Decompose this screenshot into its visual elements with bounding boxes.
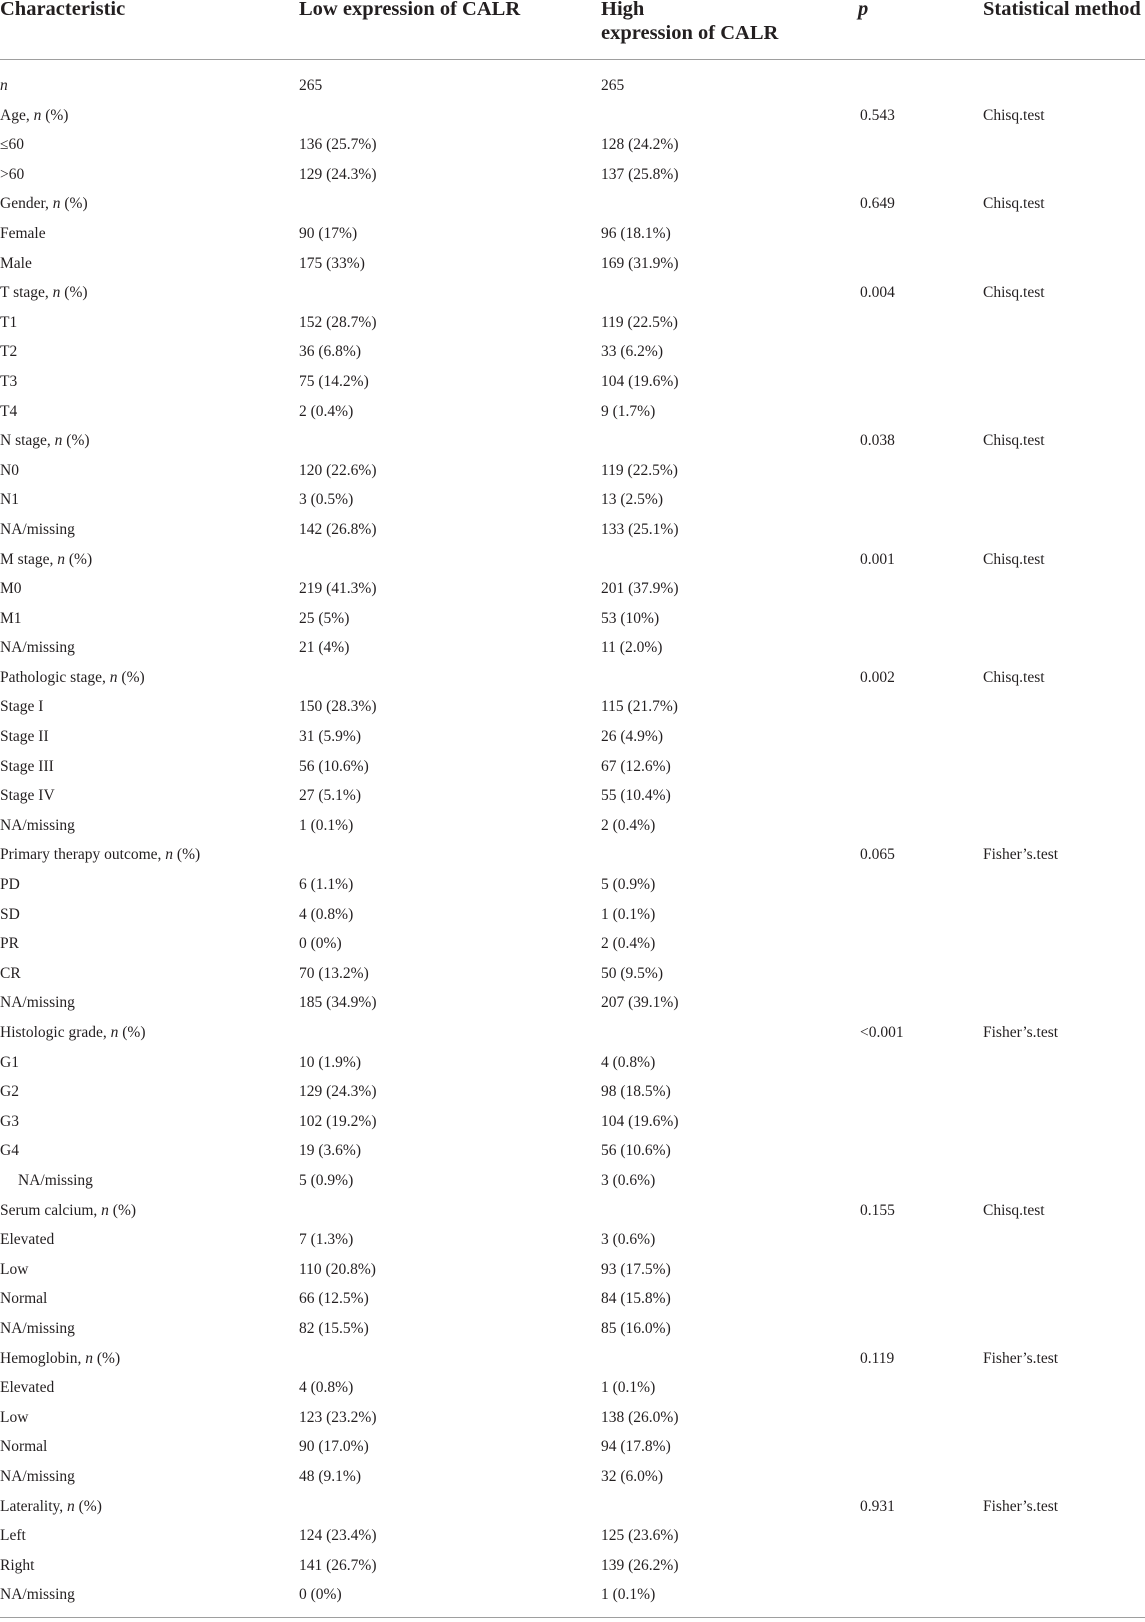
table-row	[0, 72, 1145, 102]
row-label: Normal	[0, 1438, 48, 1456]
table-row	[0, 871, 1145, 901]
table-row	[0, 309, 1145, 339]
cell-low-expression: 3 (0.5%)	[299, 491, 354, 509]
cell-p-value: 0.543	[860, 106, 895, 124]
header-high-line1: High	[601, 0, 645, 20]
row-label: M0	[0, 580, 22, 598]
row-label-text: Hemoglobin,	[0, 1349, 86, 1367]
cell-low-expression: 6 (1.1%)	[299, 876, 354, 894]
cell-high-expression: 56 (10.6%)	[601, 1142, 671, 1160]
table-row	[0, 131, 1145, 161]
cell-statistical-method: Chisq.test	[983, 195, 1045, 213]
cell-statistical-method: Fisher’s.test	[983, 1024, 1059, 1041]
row-label-suffix: (%)	[118, 1024, 146, 1041]
row-label: Right	[0, 1556, 35, 1574]
cell-statistical-method: Fisher’s.test	[983, 1349, 1059, 1367]
cell-statistical-method: Chisq.test	[983, 106, 1045, 124]
row-label: Stage IV	[0, 787, 55, 805]
row-label: NA/missing	[18, 1171, 93, 1189]
row-label: NA/missing	[0, 1319, 75, 1337]
cell-statistical-method: Fisher’s.test	[983, 1497, 1059, 1515]
row-label	[0, 550, 92, 570]
row-label	[0, 194, 88, 214]
row-label: CR	[0, 964, 21, 982]
row-label: G3	[0, 1112, 19, 1130]
row-label-n: n	[165, 846, 174, 864]
cell-low-expression: 141 (26.7%)	[299, 1556, 377, 1574]
cell-low-expression: 48 (9.1%)	[299, 1467, 361, 1485]
row-label-suffix: (%)	[65, 550, 93, 568]
row-label: NA/missing	[0, 1467, 75, 1485]
cell-low-expression: 110 (20.8%)	[299, 1260, 376, 1278]
table-row	[0, 693, 1145, 723]
cell-high-expression: 94 (17.8%)	[601, 1438, 671, 1456]
cell-high-expression: 1 (0.1%)	[601, 1379, 656, 1397]
table-row	[0, 1345, 1145, 1375]
cell-low-expression: 90 (17%)	[299, 224, 358, 242]
row-label-text: N stage,	[0, 432, 55, 450]
cell-low-expression: 19 (3.6%)	[299, 1142, 361, 1160]
row-label-suffix: (%)	[108, 1201, 137, 1219]
table-row	[0, 1226, 1145, 1256]
table-row	[0, 1256, 1145, 1286]
cell-low-expression: 31 (5.9%)	[299, 728, 361, 746]
table-row	[0, 1581, 1145, 1611]
cell-high-expression: 9 (1.7%)	[601, 402, 656, 420]
row-label: Stage I	[0, 698, 44, 716]
row-label-text: T stage,	[0, 284, 53, 302]
table-row	[0, 102, 1145, 132]
cell-low-expression: 36 (6.8%)	[299, 343, 361, 361]
cell-p-value: 0.038	[860, 432, 895, 450]
header-low-expression: Low expression of CALR	[299, 0, 521, 20]
row-label-text: Histologic grade,	[0, 1024, 111, 1041]
cell-low-expression: 21 (4%)	[299, 639, 350, 657]
cell-high-expression: 4 (0.8%)	[601, 1053, 656, 1071]
cell-low-expression: 90 (17.0%)	[299, 1438, 369, 1456]
table-header	[0, 0, 1145, 60]
cell-low-expression: 75 (14.2%)	[299, 372, 369, 390]
cell-high-expression: 67 (12.6%)	[601, 757, 671, 775]
cell-high-expression: 137 (25.8%)	[601, 165, 679, 183]
row-label: G2	[0, 1083, 19, 1101]
row-label	[0, 845, 200, 865]
cell-high-expression: 5 (0.9%)	[601, 876, 656, 894]
row-label-suffix: (%)	[117, 668, 145, 686]
row-label: NA/missing	[0, 1586, 75, 1604]
table-row	[0, 1493, 1145, 1523]
table-row	[0, 1315, 1145, 1345]
cell-low-expression: 123 (23.2%)	[299, 1408, 377, 1426]
cell-low-expression: 136 (25.7%)	[299, 136, 377, 154]
cell-high-expression: 125 (23.6%)	[601, 1527, 679, 1545]
cell-statistical-method: Chisq.test	[983, 1201, 1045, 1219]
row-label-suffix: (%)	[60, 195, 88, 213]
row-label-text: M stage,	[0, 550, 58, 568]
row-label: NA/missing	[0, 520, 75, 538]
cell-high-expression: 13 (2.5%)	[601, 491, 663, 509]
table-row	[0, 368, 1145, 398]
table-row	[0, 989, 1145, 1019]
row-label-n: n	[85, 1349, 93, 1367]
cell-high-expression: 3 (0.6%)	[601, 1231, 656, 1249]
header-statistical-method: Statistical method	[983, 0, 1141, 20]
cell-p-value: 0.649	[860, 195, 895, 213]
row-label: Left	[0, 1527, 26, 1545]
row-label-n: n	[33, 106, 42, 124]
row-label: Male	[0, 254, 32, 272]
table-row	[0, 1374, 1145, 1404]
table-row	[0, 782, 1145, 812]
cell-high-expression: 98 (18.5%)	[601, 1083, 671, 1101]
cell-high-expression: 128 (24.2%)	[601, 136, 679, 154]
cell-low-expression: 4 (0.8%)	[299, 905, 354, 923]
cell-low-expression: 185 (34.9%)	[299, 994, 377, 1012]
cell-low-expression: 120 (22.6%)	[299, 461, 377, 479]
cell-high-expression: 169 (31.9%)	[601, 254, 679, 272]
cell-statistical-method: Chisq.test	[983, 550, 1045, 568]
table-row	[0, 1522, 1145, 1552]
row-label: G1	[0, 1053, 19, 1071]
cell-low-expression: 152 (28.7%)	[299, 313, 377, 331]
cell-p-value: 0.001	[860, 550, 895, 568]
cell-low-expression: 265	[299, 77, 323, 94]
row-label: PR	[0, 935, 19, 953]
table-row	[0, 901, 1145, 931]
row-label: Low	[0, 1408, 29, 1426]
cell-high-expression: 55 (10.4%)	[601, 787, 671, 805]
cell-low-expression: 102 (19.2%)	[299, 1112, 377, 1130]
cell-high-expression: 3 (0.6%)	[601, 1171, 656, 1189]
table-row	[0, 1197, 1145, 1227]
row-label: Elevated	[0, 1231, 55, 1249]
table-row	[0, 220, 1145, 250]
row-label	[0, 1349, 120, 1369]
cell-high-expression: 50 (9.5%)	[601, 964, 663, 982]
cell-high-expression: 53 (10%)	[601, 609, 660, 627]
table-bottom-rule	[0, 1617, 1145, 1618]
table-row	[0, 960, 1145, 990]
cell-low-expression: 70 (13.2%)	[299, 964, 369, 982]
cell-high-expression: 201 (37.9%)	[601, 580, 679, 598]
row-label	[0, 1023, 146, 1043]
row-label-text: Primary therapy outcome,	[0, 846, 166, 864]
cell-p-value: 0.065	[860, 846, 895, 864]
cell-high-expression: 265	[601, 77, 625, 94]
row-label-n: n	[109, 668, 118, 686]
row-label: T1	[0, 313, 18, 331]
cell-high-expression: 2 (0.4%)	[601, 816, 656, 834]
cell-high-expression: 119 (22.5%)	[601, 313, 678, 331]
cell-low-expression: 66 (12.5%)	[299, 1290, 369, 1308]
table-row	[0, 1049, 1145, 1079]
row-label	[0, 283, 88, 303]
cell-low-expression: 129 (24.3%)	[299, 1083, 377, 1101]
row-label-suffix: (%)	[173, 846, 201, 864]
cell-high-expression: 2 (0.4%)	[601, 935, 656, 953]
cell-low-expression: 27 (5.1%)	[299, 787, 361, 805]
row-label: Stage III	[0, 757, 54, 775]
cell-p-value: 0.004	[860, 284, 895, 302]
cell-low-expression: 25 (5%)	[299, 609, 350, 627]
cell-statistical-method: Chisq.test	[983, 432, 1045, 450]
row-label-n: n	[54, 432, 63, 450]
cell-low-expression: 219 (41.3%)	[299, 580, 377, 598]
cell-low-expression: 5 (0.9%)	[299, 1171, 354, 1189]
table-row	[0, 457, 1145, 487]
row-label-n: n	[110, 1024, 119, 1041]
cell-low-expression: 175 (33%)	[299, 254, 365, 272]
table-row	[0, 1433, 1145, 1463]
cell-high-expression: 104 (19.6%)	[601, 372, 679, 390]
table-body	[0, 72, 1145, 1611]
cell-p-value: 0.155	[860, 1201, 895, 1219]
table-row	[0, 634, 1145, 664]
row-label	[0, 106, 68, 126]
row-label-n: n	[67, 1497, 75, 1515]
cell-high-expression: 133 (25.1%)	[601, 520, 679, 538]
row-label: N0	[0, 461, 19, 479]
row-label-suffix: (%)	[41, 106, 69, 124]
row-label: M1	[0, 609, 22, 627]
table-row	[0, 1404, 1145, 1434]
table-row	[0, 605, 1145, 635]
table-row	[0, 279, 1145, 309]
row-label	[0, 1201, 136, 1221]
cell-high-expression: 139 (26.2%)	[601, 1556, 679, 1574]
cell-low-expression: 150 (28.3%)	[299, 698, 377, 716]
row-label-n: n	[57, 550, 66, 568]
row-label-n: n	[101, 1201, 109, 1219]
table-row	[0, 398, 1145, 428]
cell-p-value: <0.001	[860, 1024, 904, 1041]
cell-low-expression: 10 (1.9%)	[299, 1053, 361, 1071]
row-label	[0, 431, 90, 451]
table-row	[0, 338, 1145, 368]
table-row	[0, 427, 1145, 457]
header-characteristic: Characteristic	[0, 0, 126, 20]
row-label-text: Laterality,	[0, 1497, 67, 1515]
table-row	[0, 1078, 1145, 1108]
cell-statistical-method: Fisher’s.test	[983, 846, 1059, 864]
row-label-text: Age,	[0, 106, 34, 124]
cell-high-expression: 85 (16.0%)	[601, 1319, 671, 1337]
row-label: T2	[0, 343, 18, 361]
cell-low-expression: 2 (0.4%)	[299, 402, 354, 420]
cell-statistical-method: Chisq.test	[983, 284, 1045, 302]
row-label: Stage II	[0, 728, 49, 746]
cell-high-expression: 96 (18.1%)	[601, 224, 671, 242]
header-high-expression	[601, 0, 778, 45]
cell-statistical-method: Chisq.test	[983, 668, 1045, 686]
row-label	[0, 1497, 102, 1517]
table-row	[0, 250, 1145, 280]
table-row	[0, 486, 1145, 516]
row-label-suffix: (%)	[93, 1349, 121, 1367]
row-label: NA/missing	[0, 816, 75, 834]
cell-low-expression: 82 (15.5%)	[299, 1319, 369, 1337]
table-row	[0, 664, 1145, 694]
row-label-suffix: (%)	[60, 284, 88, 302]
table-row	[0, 1167, 1145, 1197]
header-high-line2: expression of CALR	[601, 22, 779, 44]
cell-low-expression: 1 (0.1%)	[299, 816, 354, 834]
cell-high-expression: 207 (39.1%)	[601, 994, 679, 1012]
cell-high-expression: 119 (22.5%)	[601, 461, 678, 479]
cell-p-value: 0.002	[860, 668, 895, 686]
table-row	[0, 1463, 1145, 1493]
row-label: >60	[0, 165, 25, 183]
table-row	[0, 1137, 1145, 1167]
row-label: Elevated	[0, 1379, 55, 1397]
cell-p-value: 0.931	[860, 1497, 895, 1515]
row-label-suffix: (%)	[62, 432, 90, 450]
table-row	[0, 1108, 1145, 1138]
table-row	[0, 190, 1145, 220]
row-label: Female	[0, 224, 46, 242]
cell-low-expression: 142 (26.8%)	[299, 520, 377, 538]
row-label-text: Pathologic stage,	[0, 668, 110, 686]
cell-high-expression: 33 (6.2%)	[601, 343, 663, 361]
row-label: n	[0, 77, 8, 94]
cell-high-expression: 11 (2.0%)	[601, 639, 663, 657]
table-row	[0, 1285, 1145, 1315]
cell-low-expression: 129 (24.3%)	[299, 165, 377, 183]
cell-high-expression: 32 (6.0%)	[601, 1467, 663, 1485]
row-label: T4	[0, 402, 18, 420]
table-row	[0, 161, 1145, 191]
row-label: PD	[0, 876, 20, 894]
table-row	[0, 841, 1145, 871]
table-row	[0, 1552, 1145, 1582]
row-label: Low	[0, 1260, 29, 1278]
row-label: NA/missing	[0, 639, 75, 657]
table-row	[0, 575, 1145, 605]
row-label-text: Gender,	[0, 195, 53, 213]
cell-low-expression: 0 (0%)	[299, 1586, 342, 1604]
cell-high-expression: 93 (17.5%)	[601, 1260, 671, 1278]
row-label: G4	[0, 1142, 19, 1160]
table-row	[0, 812, 1145, 842]
row-label	[0, 668, 145, 688]
row-label: SD	[0, 905, 20, 923]
cell-p-value: 0.119	[860, 1349, 895, 1367]
cell-high-expression: 115 (21.7%)	[601, 698, 678, 716]
cell-high-expression: 26 (4.9%)	[601, 728, 663, 746]
row-label-text: Serum calcium,	[0, 1201, 102, 1219]
cell-high-expression: 1 (0.1%)	[601, 905, 656, 923]
table-row	[0, 1019, 1145, 1049]
table-row	[0, 516, 1145, 546]
row-label-n: n	[52, 284, 61, 302]
cell-high-expression: 1 (0.1%)	[601, 1586, 656, 1604]
cell-low-expression: 56 (10.6%)	[299, 757, 369, 775]
header-p-value: p	[858, 0, 869, 20]
cell-low-expression: 4 (0.8%)	[299, 1379, 354, 1397]
cell-low-expression: 124 (23.4%)	[299, 1527, 377, 1545]
table-row	[0, 753, 1145, 783]
row-label: ≤60	[0, 136, 25, 154]
cell-high-expression: 84 (15.8%)	[601, 1290, 671, 1308]
cell-high-expression: 138 (26.0%)	[601, 1408, 679, 1426]
table-row	[0, 723, 1145, 753]
row-label: T3	[0, 372, 18, 390]
row-label: NA/missing	[0, 994, 75, 1012]
table-row	[0, 930, 1145, 960]
table-row	[0, 546, 1145, 576]
cell-low-expression: 7 (1.3%)	[299, 1231, 354, 1249]
cell-high-expression: 104 (19.6%)	[601, 1112, 679, 1130]
row-label-n: n	[52, 195, 61, 213]
cell-low-expression: 0 (0%)	[299, 935, 342, 953]
row-label: N1	[0, 491, 19, 509]
row-label-suffix: (%)	[74, 1497, 102, 1515]
row-label: Normal	[0, 1290, 48, 1308]
